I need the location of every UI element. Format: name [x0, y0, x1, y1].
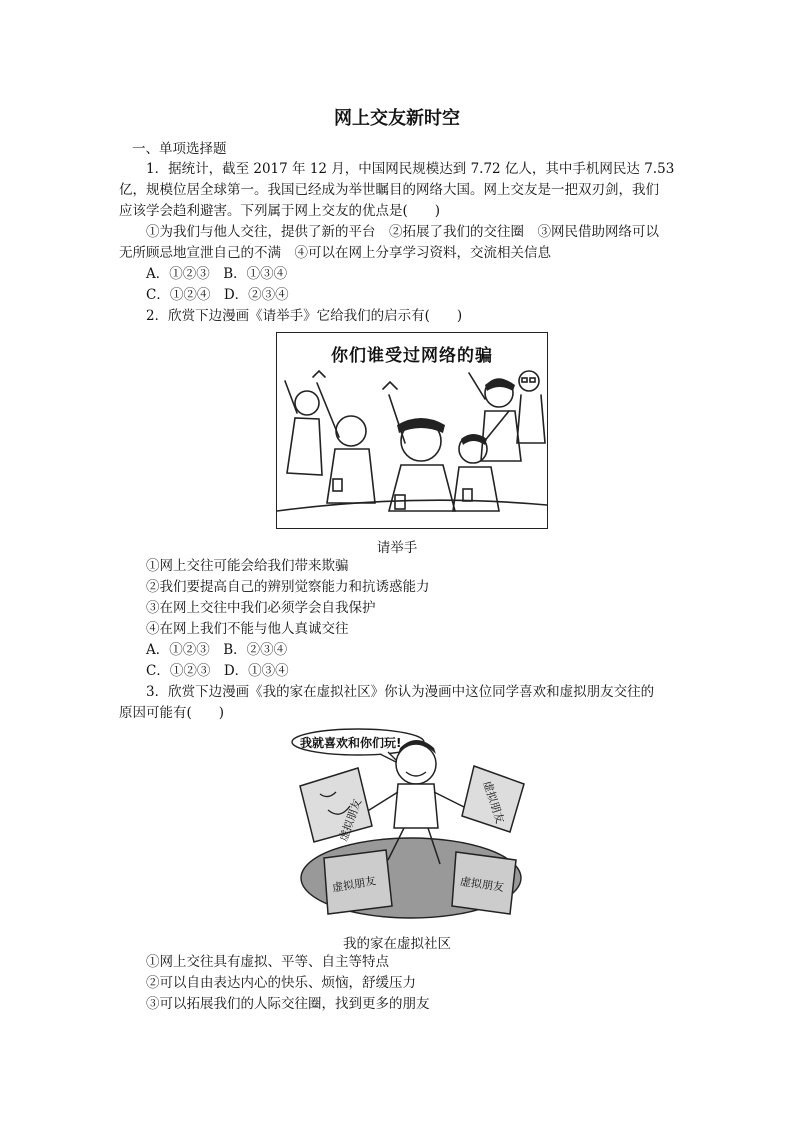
cartoon-virtual-community: [288, 728, 534, 924]
cartoon-drawing-2: [288, 728, 534, 924]
q1-line1: 1．据统计，截至 2017 年 12 月，中国网民规模达到 7.72 亿人，其中手机网民达 7.53: [146, 161, 675, 177]
q2-statement-1: ①网上交往可能会给我们带来欺骗: [146, 558, 349, 574]
monitor-label-right: 虚拟朋友: [480, 779, 507, 826]
cartoon-raise-hands: [276, 332, 548, 529]
q2-options-cd: C．①②③ D．①③④: [146, 663, 289, 679]
q3-statement-3: ③可以拓展我们的人际交往圈，找到更多的朋友: [146, 996, 430, 1012]
q1-options-cd: C．①②④ D．②③④: [146, 287, 289, 303]
monitor-label-bottom-right: 虚拟朋友: [459, 874, 505, 894]
q3-statement-1: ①网上交往具有虚拟、平等、自主等特点: [146, 954, 389, 970]
monitor-label-left: 虚拟朋友: [336, 797, 365, 844]
cartoon-drawing: [277, 333, 547, 528]
q1-line2: 亿，规模位居全球第一。我国已经成为举世瞩目的网络大国。网上交友是一把双刃剑，我们: [119, 182, 659, 198]
q2-statement-2: ②我们要提高自己的辨别觉察能力和抗诱惑能力: [146, 579, 430, 595]
q1-options-ab: A．①②③ B．①③④: [146, 266, 288, 282]
monitor-label-bottom-left: 虚拟朋友: [331, 874, 377, 895]
q2-statement-3: ③在网上交往中我们必须学会自我保护: [146, 600, 376, 616]
q2-statement-4: ④在网上我们不能与他人真诚交往: [146, 621, 349, 637]
cartoon-heading: 你们谁受过网络的骗: [331, 346, 493, 366]
q2-line1: 2．欣赏下边漫画《请举手》它给我们的启示有( ): [146, 308, 463, 324]
q1-statements-line2: 无所顾忌地宣泄自己的不满 ④可以在网上分享学习资料，交流相关信息: [119, 245, 551, 261]
q3-line1: 3．欣赏下边漫画《我的家在虚拟社区》你认为漫画中这位同学喜欢和虚拟朋友交往的: [146, 684, 655, 700]
q2-options-ab: A．①②③ B．②③④: [146, 642, 288, 658]
page-title: 网上交友新时空: [334, 108, 460, 129]
section-heading: 一、单项选择题: [132, 141, 227, 157]
q3-cartoon-caption: 我的家在虚拟社区: [343, 936, 451, 952]
q1-line3: 应该学会趋利避害。下列属于网上交友的优点是( ): [119, 203, 441, 219]
q2-cartoon-caption: 请举手: [376, 540, 418, 556]
speech-bubble-text: 我就喜欢和你们玩!: [300, 736, 402, 750]
q1-statements-line1: ①为我们与他人交往，提供了新的平台 ②拓展了我们的交往圈 ③网民借助网络可以: [146, 224, 659, 240]
q3-statement-2: ②可以自由表达内心的快乐、烦恼，舒缓压力: [146, 975, 416, 991]
q3-line2: 原因可能有( ): [119, 705, 225, 721]
